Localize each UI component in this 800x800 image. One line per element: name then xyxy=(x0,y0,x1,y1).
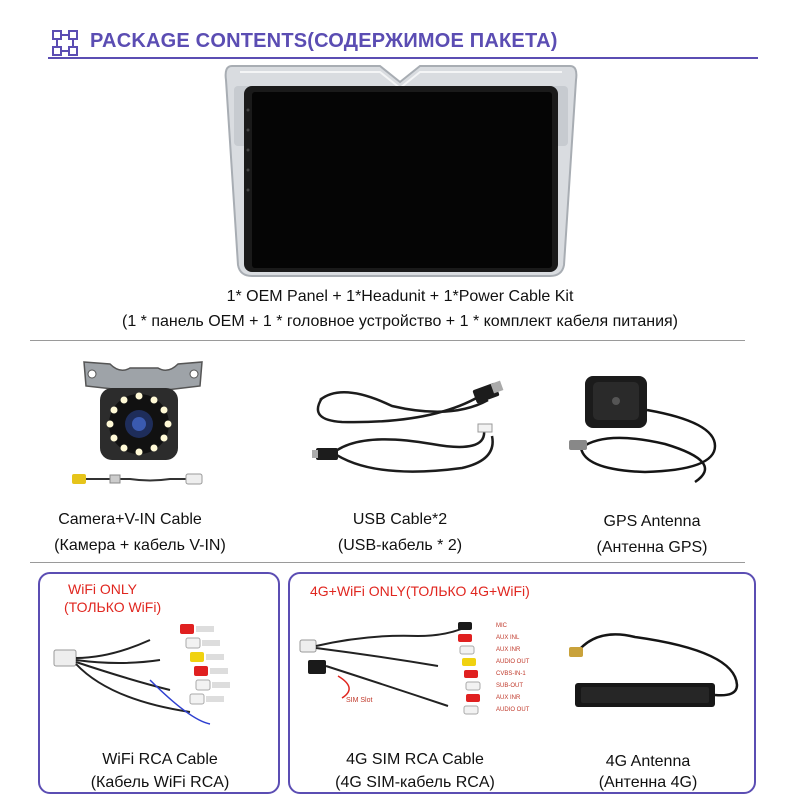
pin-label: CVBS-IN-1 xyxy=(496,671,526,677)
pin-label: AUX INL xyxy=(496,635,520,641)
pin-label: MIC xyxy=(496,623,507,629)
grid-logo-icon xyxy=(52,30,78,56)
wifi-rca-caption-ru: (Кабель WiFi RCA) xyxy=(90,774,230,791)
usb-cable-caption-en: USB Cable*2 xyxy=(352,511,448,528)
head-unit-caption-ru: (1 * панель OEM + 1 * головное устройство + 1 * комплект кабеля питания) xyxy=(121,313,678,330)
camera-caption-en: Camera+V-IN Cable xyxy=(58,511,202,528)
4g-antenna-caption-en: 4G Antenna xyxy=(605,753,691,770)
header-rule xyxy=(48,57,758,59)
sim-slot-label: SIM Slot xyxy=(346,697,373,704)
pin-label: SUB-OUT xyxy=(496,683,523,689)
pin-label: AUX INR xyxy=(496,647,521,653)
gps-antenna-caption-ru: (Антенна GPS) xyxy=(596,539,708,556)
pin-label: AUX INR xyxy=(496,695,521,701)
head-unit-caption-en: 1* OEM Panel + 1*Headunit + 1*Power Cable Kit xyxy=(226,288,574,305)
section-divider-2 xyxy=(30,562,745,563)
4g-wifi-label: 4G+WiFi ONLY(ТОЛЬКО 4G+WiFi) xyxy=(310,583,530,599)
camera-caption-ru: (Камера + кабель V-IN) xyxy=(54,537,226,554)
section-divider xyxy=(30,340,745,341)
page-title: PACKAGE CONTENTS(СОДЕРЖИМОЕ ПАКЕТА) xyxy=(90,30,558,52)
usb-cable-image xyxy=(312,380,507,480)
gps-antenna-image xyxy=(565,370,745,495)
wifi-only-label-ru: (ТОЛЬКО WiFi) xyxy=(64,599,162,615)
pin-label: AUDIO OUT xyxy=(496,659,530,665)
4g-sim-rca-cable-image xyxy=(298,606,548,734)
wifi-only-label: WiFi ONLY xyxy=(68,581,137,597)
wifi-rca-caption-en: WiFi RCA Cable xyxy=(102,751,218,768)
head-unit-image xyxy=(220,60,582,284)
4g-antenna-caption-ru: (Антенна 4G) xyxy=(598,774,698,791)
4g-antenna-image xyxy=(565,625,745,715)
usb-cable-caption-ru: (USB-кабель * 2) xyxy=(337,537,463,554)
gps-antenna-caption-en: GPS Antenna xyxy=(603,513,701,530)
page-header xyxy=(48,24,758,60)
camera-image xyxy=(70,350,220,500)
4g-sim-rca-caption-ru: (4G SIM-кабель RCA) xyxy=(335,774,495,791)
pin-label: AUDIO OUT xyxy=(496,707,530,713)
wifi-rca-cable-image xyxy=(50,620,250,732)
4g-sim-rca-caption-en: 4G SIM RCA Cable xyxy=(346,751,484,768)
